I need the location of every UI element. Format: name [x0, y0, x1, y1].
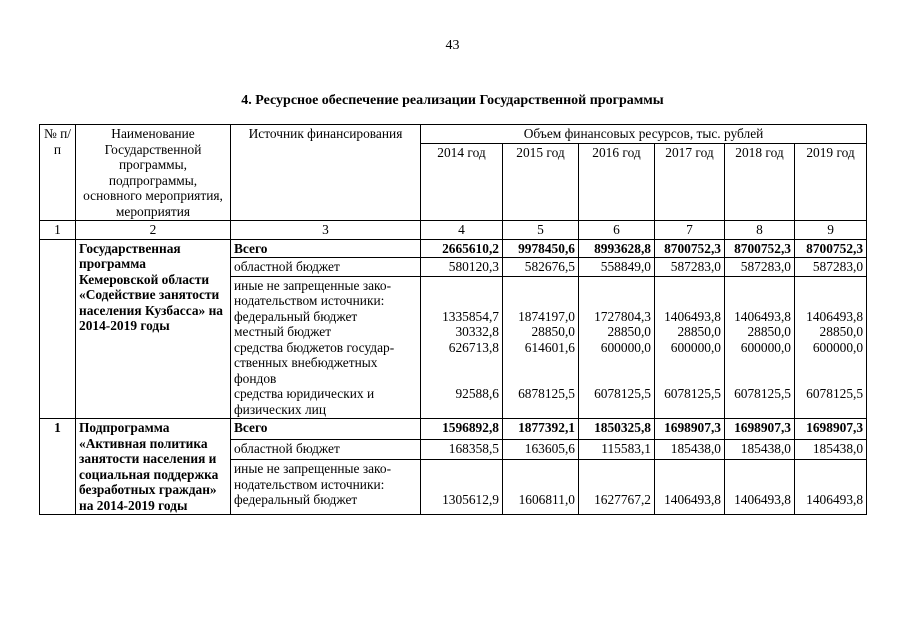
federal-value: 1727804,3 — [594, 308, 651, 324]
column-number-row — [40, 221, 867, 240]
extrabudget-value: 626713,8 — [448, 339, 499, 355]
subprogram-sources-values — [579, 460, 655, 515]
subprogram-sources-values — [725, 460, 795, 515]
federal-value: 1406493,8 — [664, 308, 721, 324]
source-line: средства бюджетов государ- — [234, 339, 395, 355]
column-number: 7 — [655, 221, 725, 240]
subprogram-regional-value: 185438,0 — [725, 439, 795, 460]
extrabudget-value: 600000,0 — [670, 339, 721, 355]
legal-value: 92588,6 — [455, 386, 499, 401]
program-sources-values — [655, 276, 725, 419]
source-line: федеральный бюджет — [234, 492, 358, 508]
subprogram-total-value: 1698907,3 — [795, 419, 867, 440]
program-regional-value: 587283,0 — [795, 258, 867, 277]
source-line: ственных внебюджетных — [234, 355, 378, 370]
program-name: Государственная программа Кемеровской области «Содействие занятости населения Кузбасса» на 2014-2019 годы — [76, 239, 231, 419]
section-title: 4. Ресурсное обеспечение реализации Государственной программы — [241, 93, 664, 108]
subprogram-sources-values — [503, 460, 579, 515]
year-header: 2019 год — [795, 144, 867, 221]
local-value: 28850,0 — [607, 324, 651, 339]
program-regional-value: 582676,5 — [503, 258, 579, 277]
subprogram-total-value: 1850325,8 — [579, 419, 655, 440]
subprogram-total-row — [40, 419, 867, 440]
local-value: 28850,0 — [531, 324, 575, 339]
source-line: нодательством источники: — [234, 293, 385, 308]
legal-value: 6878125,5 — [518, 386, 575, 401]
legal-value: 6078125,5 — [734, 386, 791, 401]
program-sources-values — [579, 276, 655, 419]
year-header: 2018 год — [725, 144, 795, 221]
program-regional-value: 558849,0 — [579, 258, 655, 277]
extrabudget-value: 600000,0 — [740, 339, 791, 355]
program-total-value: 8993628,8 — [579, 239, 655, 258]
program-regional-value: 587283,0 — [655, 258, 725, 277]
legal-value: 6078125,5 — [594, 386, 651, 401]
federal-value: 1406493,8 — [734, 492, 791, 508]
local-value: 28850,0 — [677, 324, 721, 339]
program-total-value: 2665610,2 — [421, 239, 503, 258]
extrabudget-value: 614601,6 — [524, 339, 575, 355]
federal-value: 1406493,8 — [806, 492, 864, 508]
header-num: № п/п — [40, 125, 76, 221]
program-regional-label: областной бюджет — [231, 258, 421, 277]
source-line: местный бюджет — [234, 324, 332, 339]
year-header: 2017 год — [655, 144, 725, 221]
program-total-label: Всего — [231, 239, 421, 258]
column-number: 2 — [76, 221, 231, 240]
legal-value: 6078125,5 — [664, 386, 721, 401]
header-row — [40, 125, 867, 144]
column-number: 6 — [579, 221, 655, 240]
federal-value: 1874197,0 — [518, 308, 575, 324]
program-total-row — [40, 239, 867, 258]
subprogram-sources-values — [795, 460, 867, 515]
program-num — [40, 239, 76, 419]
source-line: иные не запрещенные зако- — [234, 461, 392, 477]
header-name: Наименование Государственной программы, подпрограммы, основного мероприятия, мероприятия — [76, 125, 231, 221]
source-line: средства юридических и — [234, 386, 375, 401]
source-line: физических лиц — [234, 401, 326, 417]
subprogram-regional-label: областной бюджет — [231, 439, 421, 460]
legal-value: 6078125,5 — [806, 386, 864, 401]
federal-value: 1406493,8 — [664, 492, 721, 508]
subprogram-name: Подпрограмма «Активная политика занятости населения и социальная поддержка безработных граждан» на 2014-2019 годы — [76, 419, 231, 515]
column-number: 9 — [795, 221, 867, 240]
subprogram-total-value: 1698907,3 — [725, 419, 795, 440]
subprogram-total-label: Всего — [231, 419, 421, 440]
local-value: 28850,0 — [747, 324, 791, 339]
subprogram-regional-value: 115583,1 — [579, 439, 655, 460]
subprogram-total-value: 1698907,3 — [655, 419, 725, 440]
resource-table — [39, 124, 867, 515]
year-header: 2014 год — [421, 144, 503, 221]
subprogram-total-value: 1877392,1 — [503, 419, 579, 440]
program-sources-values — [421, 276, 503, 419]
subprogram-sources-values — [655, 460, 725, 515]
program-sources-values — [503, 276, 579, 419]
column-number: 1 — [40, 221, 76, 240]
program-other-sources — [231, 276, 421, 419]
federal-value: 1406493,8 — [734, 308, 791, 324]
header-source: Источник финансирования — [231, 125, 421, 221]
local-value: 30332,8 — [455, 324, 499, 339]
federal-value: 1606811,0 — [518, 492, 575, 508]
subprogram-other-sources — [231, 460, 421, 515]
subprogram-regional-value: 168358,5 — [421, 439, 503, 460]
federal-value: 1335854,7 — [442, 308, 499, 324]
program-total-value: 9978450,6 — [503, 239, 579, 258]
local-value: 28850,0 — [819, 324, 864, 339]
column-number: 3 — [231, 221, 421, 240]
federal-value: 1406493,8 — [806, 308, 864, 324]
source-line: иные не запрещенные зако- — [234, 277, 392, 293]
program-regional-value: 580120,3 — [421, 258, 503, 277]
column-number: 5 — [503, 221, 579, 240]
subprogram-regional-value: 185438,0 — [795, 439, 867, 460]
program-sources-values — [795, 276, 867, 419]
year-header: 2015 год — [503, 144, 579, 221]
program-sources-values — [725, 276, 795, 419]
subprogram-total-value: 1596892,8 — [421, 419, 503, 440]
source-line: федеральный бюджет — [234, 308, 358, 324]
source-line: фондов — [234, 370, 277, 386]
page-number: 43 — [445, 38, 460, 53]
program-total-value: 8700752,3 — [655, 239, 725, 258]
subprogram-regional-value: 163605,6 — [503, 439, 579, 460]
subprogram-regional-value: 185438,0 — [655, 439, 725, 460]
federal-value: 1627767,2 — [594, 492, 651, 508]
extrabudget-value: 600000,0 — [600, 339, 651, 355]
header-volume: Объем финансовых ресурсов, тыс. рублей — [421, 125, 867, 144]
subprogram-num: 1 — [40, 419, 76, 515]
subprogram-sources-values — [421, 460, 503, 515]
column-number: 4 — [421, 221, 503, 240]
program-total-value: 8700752,3 — [795, 239, 867, 258]
source-line: нодательством источники: — [234, 476, 385, 492]
column-number: 8 — [725, 221, 795, 240]
extrabudget-value: 600000,0 — [812, 339, 864, 355]
year-header: 2016 год — [579, 144, 655, 221]
federal-value: 1305612,9 — [442, 492, 499, 508]
program-regional-value: 587283,0 — [725, 258, 795, 277]
program-total-value: 8700752,3 — [725, 239, 795, 258]
